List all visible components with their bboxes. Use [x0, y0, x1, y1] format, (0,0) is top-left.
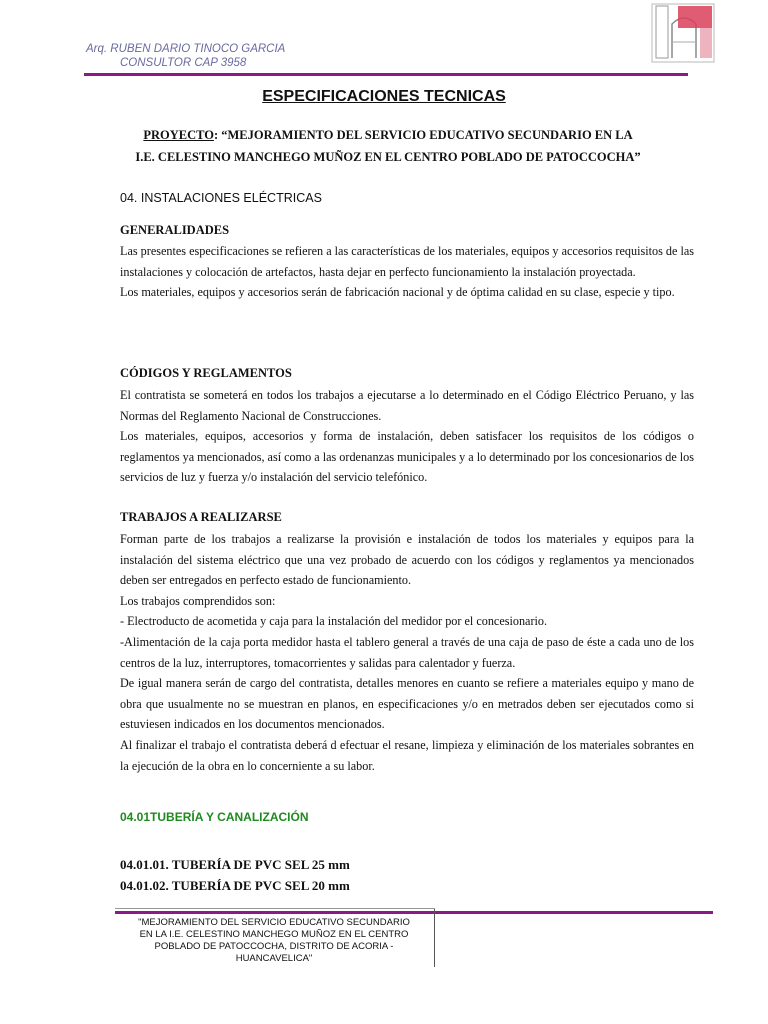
paragraph: Los materiales, equipos, accesorios y forma de instalación, deben satisfacer los requisitos de los códigos o reglamentos ya mencionados, así como a las ordenanzas municipales y a lo determinado por los concesionarios de los servicios de luz y fuerza y/o instalación del servicio telefónico.	[120, 429, 694, 485]
footer-divider	[434, 909, 435, 967]
paragraph: El contratista se someterá en todos los trabajos a ejecutarse a lo determinado en el Código Eléctrico Peruano, y las Normas del Reglamento Nacional de Construcciones.	[120, 388, 694, 423]
footer-line: POBLADO DE PATOCCOCHA, DISTRITO DE ACORIA -	[154, 941, 394, 952]
footer-line: HUANCAVELICA"	[235, 953, 313, 964]
author-header	[86, 42, 285, 70]
paragraph: Los materiales, equipos y accesorios serán de fabricación nacional y de óptima calidad en su clase, especie y tipo.	[120, 285, 675, 300]
footer-line: "MEJORAMIENTO DEL SERVICIO EDUCATIVO SECUNDARIO	[138, 917, 410, 928]
author-registration: CONSULTOR CAP 3958	[120, 57, 247, 69]
list-item: 04.01.01. TUBERÍA DE PVC SEL 25 mm	[120, 857, 350, 872]
generalidades-body	[120, 241, 694, 303]
page-title: ESPECIFICACIONES TECNICAS	[262, 88, 506, 105]
paragraph: -Alimentación de la caja porta medidor hasta el tablero general a través de una caja de paso de éste a cada uno de los centros de la luz, interruptores, tomacorrientes y salidas para calentador y fuerza.	[120, 634, 694, 670]
institution-logo	[650, 2, 716, 64]
codigos-body	[120, 385, 694, 488]
paragraph: Los trabajos comprendidos son:	[120, 593, 276, 608]
generalidades-heading: GENERALIDADES	[120, 223, 230, 237]
paragraph: Al finalizar el trabajo el contratista deberá d efectuar el resane, limpieza y eliminación de los materiales sobrantes en la ejecución de la obra en lo concerniente a su labor.	[120, 737, 694, 773]
project-line-1: : “MEJORAMIENTO DEL SERVICIO EDUCATIVO SECUNDARIO EN LA	[213, 128, 633, 142]
subsection-heading: 04.01TUBERÍA Y CANALIZACIÓN	[120, 810, 309, 824]
footer-line: EN LA I.E. CELESTINO MANCHEGO MUÑOZ EN EL CENTRO	[139, 929, 409, 940]
footer-project-text	[118, 917, 430, 965]
trabajos-heading: TRABAJOS A REALIZARSE	[120, 510, 282, 524]
header-rule	[84, 73, 688, 76]
footer-rule	[115, 911, 713, 914]
section-heading: 04. INSTALACIONES ELÉCTRICAS	[120, 191, 322, 205]
list-item: 04.01.02. TUBERÍA DE PVC SEL 20 mm	[120, 878, 350, 893]
paragraph: Forman parte de los trabajos a realizarse la provisión e instalación de todos los materiales y equipos para la instalación del sistema eléctrico que una vez probado de acuerdo con los códigos y reglamentos ya mencionados deben ser entregados en perfecto estado de funcionamiento.	[120, 532, 694, 588]
project-title	[100, 124, 676, 168]
project-line-2: I.E. CELESTINO MANCHEGO MUÑOZ EN EL CENTRO POBLADO DE PATOCCOCHA”	[135, 150, 641, 164]
trabajos-body	[120, 529, 694, 776]
project-label: PROYECTO	[143, 128, 214, 142]
paragraph: - Electroducto de acometida y caja para la instalación del medidor por el concesionario.	[120, 614, 548, 629]
paragraph: Las presentes especificaciones se refieren a las características de los materiales, equipos y accesorios requisitos de las instalaciones y colocación de artefactos, hasta dejar en perfecto funcionamiento la instalación proyectada.	[120, 244, 694, 279]
paragraph: De igual manera serán de cargo del contratista, detalles menores en cuanto se refiere a materiales equipo y mano de obra que usualmente no se muestran en planos, en especificaciones y/o en metrados deben ser ejecutados como si estuviesen indicados en los documentos mencionados.	[120, 676, 694, 732]
footer-thin-rule	[115, 908, 435, 909]
codigos-heading: CÓDIGOS Y REGLAMENTOS	[120, 366, 292, 380]
author-name: Arq. RUBEN DARIO TINOCO GARCIA	[86, 43, 286, 55]
